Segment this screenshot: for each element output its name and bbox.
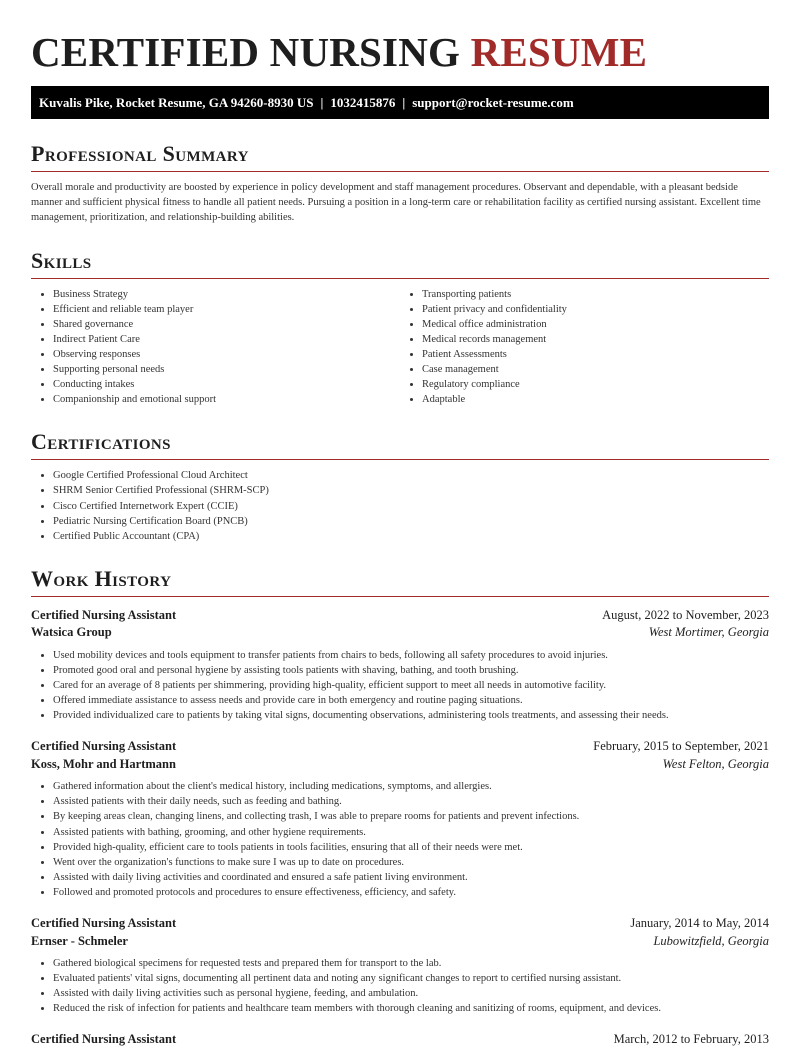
job-duty-item: • Used mobility devices and tools equipment to transfer patients from chairs to beds, following all safety procedures to avoid injuries. [53,648,769,663]
summary-section [31,141,769,226]
contact-bar [31,86,769,119]
job-company-row [31,756,769,774]
job-dates: August, 2022 to November, 2023 [602,607,769,622]
job-duty-item: • Promoted good oral and personal hygiene by assisting tools patients with shaving, bathing, and tooth brushing. [53,663,769,678]
job-duty-item: • Offered immediate assistance to assess needs and provide care in both emergency and routine paging situations. [53,693,769,708]
job-location: Lubowitzfield, Georgia [653,933,769,948]
jobs-list [31,607,769,1049]
resume-page [31,0,769,1049]
job-duty-item: • By keeping areas clean, changing linens, and collecting trash, I was able to prepare rooms for patients and prevent infections. [53,809,769,824]
skills-list-left [31,287,400,408]
job-entry [31,915,769,1016]
certification-item: • Google Certified Professional Cloud Architect [53,468,769,483]
job-title: Certified Nursing Assistant [31,916,177,931]
job-duties-list [31,956,769,1016]
job-company: Ernser - Schmeler [31,933,128,948]
skills-heading: Skills [31,248,769,279]
job-company: Koss, Mohr and Hartmann [31,756,176,771]
job-title: Certified Nursing Assistant [31,1032,177,1047]
job-dates: January, 2014 to May, 2014 [630,916,769,931]
job-duty-item: • Assisted with daily living activities and coordinated and ensured a safe patient living environment. [53,870,769,885]
certifications-list [31,468,769,543]
resume-title [31,28,769,76]
contact-address: Kuvalis Pike, Rocket Resume, GA 94260-8930 US [39,95,314,110]
job-entry [31,607,769,723]
job-entry [31,1031,769,1049]
skill-item: • Shared governance [53,317,400,332]
skill-item: • Regulatory compliance [422,377,769,392]
job-duty-item: • Gathered biological specimens for requested tests and prepared them for transport to the lab. [53,956,769,971]
job-duty-item: • Went over the organization's functions to make sure I was up to date on procedures. [53,855,769,870]
job-header-row [31,607,769,625]
job-header-row [31,738,769,756]
job-duties-list [31,779,769,900]
skill-item: • Adaptable [422,392,769,407]
job-entry [31,738,769,900]
job-company-row [31,624,769,642]
job-company-row [31,933,769,951]
skill-item: • Companionship and emotional support [53,392,400,407]
contact-separator: | [402,95,406,110]
job-duty-item: • Evaluated patients' vital signs, documenting all pertinent data and noting any significant changes to report to certified nursing assistant. [53,971,769,986]
job-header-row [31,1031,769,1049]
job-dates: February, 2015 to September, 2021 [593,739,769,754]
skill-item: • Patient Assessments [422,347,769,362]
resume-title-main: CERTIFIED NURSING [31,29,461,75]
skills-columns [31,279,769,408]
job-title: Certified Nursing Assistant [31,739,177,754]
skill-item: • Efficient and reliable team player [53,302,400,317]
job-dates: March, 2012 to February, 2013 [613,1032,769,1047]
skill-item: • Supporting personal needs [53,362,400,377]
certification-item: • Cisco Certified Internetwork Expert (CCIE) [53,499,769,514]
skills-section [31,248,769,408]
work-history-section [31,566,769,1049]
summary-text: Overall morale and productivity are boosted by experience in policy development and staff management procedures. Observant and dependable, with a pleasant bedside manner and sufficient physical fitness to handle all patient needs. Pursuing a position in a long-term care or rehabilitation facility as certified nursing assistant. Excellent time management, prioritization, and relationship-building abilities. [31,182,761,224]
certification-item: • Pediatric Nursing Certification Board (PNCB) [53,514,769,529]
certification-item: • Certified Public Accountant (CPA) [53,529,769,544]
job-location: West Mortimer, Georgia [648,625,769,640]
job-location: West Felton, Georgia [662,756,769,771]
certification-item: • SHRM Senior Certified Professional (SHRM-SCP) [53,483,769,498]
skill-item: • Indirect Patient Care [53,332,400,347]
job-duty-item: • Assisted with daily living activities such as personal hygiene, feeding, and ambulation. [53,986,769,1001]
contact-separator: | [320,95,324,110]
skill-item: • Case management [422,362,769,377]
skill-item: • Transporting patients [422,287,769,302]
skill-item: • Conducting intakes [53,377,400,392]
skills-list-right [400,287,769,408]
contact-phone: 1032415876 [330,95,396,110]
job-duty-item: • Provided high-quality, efficient care to tools patients in tools facilities, ensuring that all of their needs were met. [53,840,769,855]
job-title: Certified Nursing Assistant [31,607,177,622]
summary-heading: Professional Summary [31,141,769,172]
contact-email[interactable]: support@rocket-resume.com [412,95,574,110]
job-duty-item: • Reduced the risk of infection for patients and healthcare team members with thorough cleaning and sanitizing of rooms, equipment, and devices. [53,1001,769,1016]
job-company: Watsica Group [31,625,112,640]
job-header-row [31,915,769,933]
job-duty-item: • Provided individualized care to patients by taking vital signs, documenting observations, administering tools treatments, and assessing their needs. [53,708,769,723]
skill-item: • Business Strategy [53,287,400,302]
job-duty-item: • Assisted patients with bathing, grooming, and other hygiene requirements. [53,825,769,840]
skill-item: • Medical records management [422,332,769,347]
skill-item: • Observing responses [53,347,400,362]
job-duties-list [31,648,769,723]
certifications-heading: Certifications [31,429,769,460]
job-duty-item: • Followed and promoted protocols and procedures to ensure effectiveness, efficiency, and safety. [53,885,769,900]
work-history-heading: Work History [31,566,769,597]
resume-title-accent: RESUME [470,29,648,75]
certifications-section [31,429,769,543]
job-duty-item: • Gathered information about the client's medical history, including medications, symptoms, and allergies. [53,779,769,794]
job-duty-item: • Cared for an average of 8 patients per shimmering, providing high-quality, efficient support to meet all needs in automotive facility. [53,678,769,693]
skill-item: • Medical office administration [422,317,769,332]
job-duty-item: • Assisted patients with their daily needs, such as feeding and bathing. [53,794,769,809]
skill-item: • Patient privacy and confidentiality [422,302,769,317]
